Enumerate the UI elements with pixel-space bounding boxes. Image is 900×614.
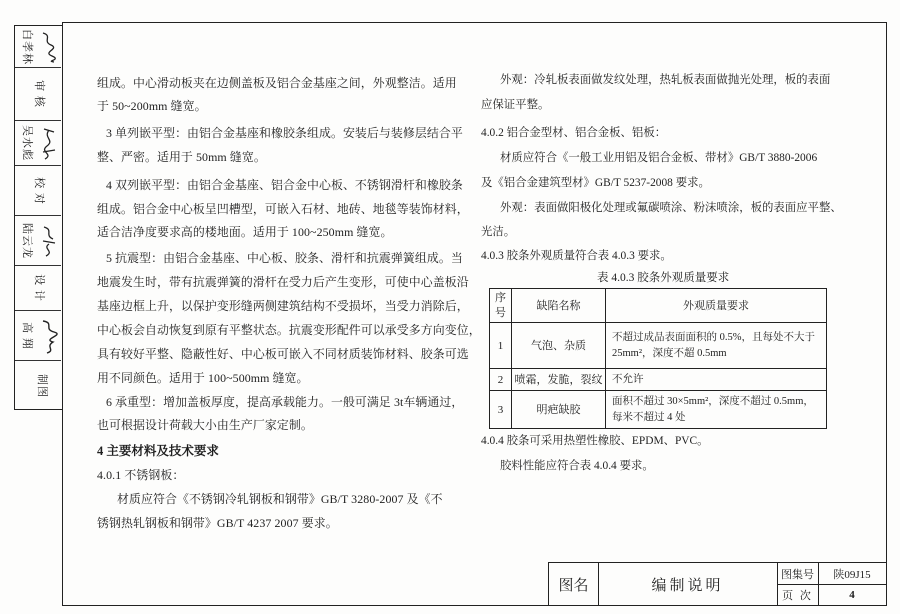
sign-name: 吴水彪 [21, 125, 33, 161]
row-no: 1 [490, 323, 512, 369]
design-label: 设 计 [33, 274, 45, 302]
row-requirement: 不允许 [606, 369, 827, 391]
sign-name: 白孝林 [21, 29, 33, 65]
check-label: 校 对 [33, 177, 45, 205]
sign-name: 陆云龙 [21, 223, 33, 259]
body-line: 5 抗震型：由铝合金基座、中心板、胶条、滑杆和抗震弹簧组成。当 [106, 251, 463, 265]
body-line: 组成。铝合金中心板呈凹槽型，可嵌入石材、地砖、地毯等装饰材料， [97, 202, 469, 216]
body-line: 应保证平整。 [481, 99, 550, 111]
table-caption: 表 4.0.3 胶条外观质量要求 [597, 272, 730, 284]
drawing-label: 制图 [36, 374, 48, 398]
body-line: 材质应符合《一般工业用铝及铝合金板、带材》GB/T 3880-2006 [500, 152, 818, 164]
row-requirement: 面积不超过 30×5mm²，深度不超过 0.5mm， 每米不超过 4 处 [606, 391, 827, 429]
header-defect: 缺陷名称 [512, 289, 606, 323]
sign-cell-name [15, 121, 61, 166]
sign-cell-drawing [15, 361, 61, 411]
sign-cell-name [15, 26, 61, 68]
body-line: 地震发生时，带有抗震弹簧的滑杆在受力后产生变形，可使中心盖板沿 [97, 275, 469, 289]
sign-off-strip [14, 25, 62, 410]
sign-cell-name [15, 311, 61, 361]
signature [39, 223, 59, 259]
defect-table [489, 288, 827, 429]
table-header-row [490, 289, 827, 323]
body-line: 4 双列嵌平型：由铝合金基座、铝合金中心板、不锈钢滑杆和橡胶条 [106, 178, 463, 192]
body-line: 组成。中心滑动板夹在边侧盖板及铝合金基座之间，外观整洁。适用 [97, 76, 457, 90]
clause-heading: 4.0.1 不锈钢板： [97, 468, 185, 482]
sign-cell-check [15, 166, 61, 216]
title-block [548, 562, 887, 606]
body-line: 用不同颜色。适用于 100~500mm 缝宽。 [97, 371, 309, 385]
clause-heading: 4.0.4 胶条可采用热塑性橡胶、EPDM、PVC。 [481, 435, 709, 447]
atlas-no-label: 图集号 [781, 568, 814, 581]
sign-cell-design [15, 266, 61, 311]
row-no: 3 [490, 391, 512, 429]
body-line: 光洁。 [481, 226, 516, 238]
table-row [490, 369, 827, 391]
body-line: 具有较好平整、隐蔽性好、中心板可嵌入不同材质装饰材料、胶条可选 [97, 347, 469, 361]
page-number: 4 [849, 588, 855, 601]
body-line: 基座边框上升，以保护变形缝两侧建筑结构不受损坏，当受力消除后， [97, 299, 469, 313]
body-line: 适合洁净度要求高的楼地面。适用于 100~250mm 缝宽。 [97, 225, 393, 239]
table-row [490, 391, 827, 429]
body-line: 中心板会自动恢复到原有平整状态。抗震变形配件可以承受多方向变位， [97, 323, 481, 337]
table-row [490, 323, 827, 369]
page-label: 页 次 [782, 589, 813, 602]
signature [39, 126, 59, 162]
review-label: 审 核 [33, 80, 45, 108]
signature [39, 30, 59, 64]
sign-cell-review [15, 68, 61, 121]
body-line: 3 单列嵌平型：由铝合金基座和橡胶条组成。安装后与装修层结合平 [106, 126, 463, 140]
signature [39, 317, 59, 355]
body-line: 胶料性能应符合表 4.0.4 要求。 [500, 460, 654, 472]
body-line: 整、严密。适用于 50mm 缝宽。 [97, 150, 266, 164]
header-no: 序号 [490, 289, 512, 323]
row-defect: 气泡、杂质 [512, 323, 606, 369]
atlas-no: 陕09J15 [833, 568, 871, 581]
sign-name: 高 翔 [21, 322, 33, 350]
body-line: 6 承重型：增加盖板厚度，提高承载能力。一般可满足 3t车辆通过， [106, 395, 464, 409]
row-defect: 明疤缺胶 [512, 391, 606, 429]
body-line: 外观：表面做阳极化处理或氟碳喷涂、粉沫喷涂，板的表面应平整、 [500, 202, 842, 214]
drawing-name: 编制说明 [651, 577, 724, 594]
body-line: 于 50~200mm 缝宽。 [97, 99, 207, 113]
header-requirement: 外观质量要求 [606, 289, 827, 323]
section-heading: 4 主要材料及技术要求 [97, 444, 219, 458]
body-line: 也可根据设计荷载大小由生产厂家定制。 [97, 418, 313, 432]
row-defect: 喷霜，发脆，裂纹 [512, 369, 606, 391]
body-line: 锈钢热轧钢板和钢带》GB/T 4237 2007 要求。 [97, 516, 338, 530]
clause-heading: 4.0.2 铝合金型材、铝合金板、铝板： [481, 127, 667, 139]
row-requirement: 不超过成品表面面积的 0.5%，且每处不大于 25mm²，深度不超 0.5mm [606, 323, 827, 369]
body-line: 及《铝合金建筑型材》GB/T 5237-2008 要求。 [481, 177, 710, 189]
clause-heading: 4.0.3 胶条外观质量符合表 4.0.3 要求。 [481, 250, 672, 262]
row-no: 2 [490, 369, 512, 391]
body-line: 外观：冷轧板表面做发纹处理，热轧板表面做抛光处理，板的表面 [500, 74, 831, 86]
drawing-name-label: 图名 [558, 577, 589, 594]
body-line: 材质应符合《不锈钢冷轧钢板和钢带》GB/T 3280-2007 及《不 [117, 492, 443, 506]
sign-cell-name [15, 216, 61, 266]
